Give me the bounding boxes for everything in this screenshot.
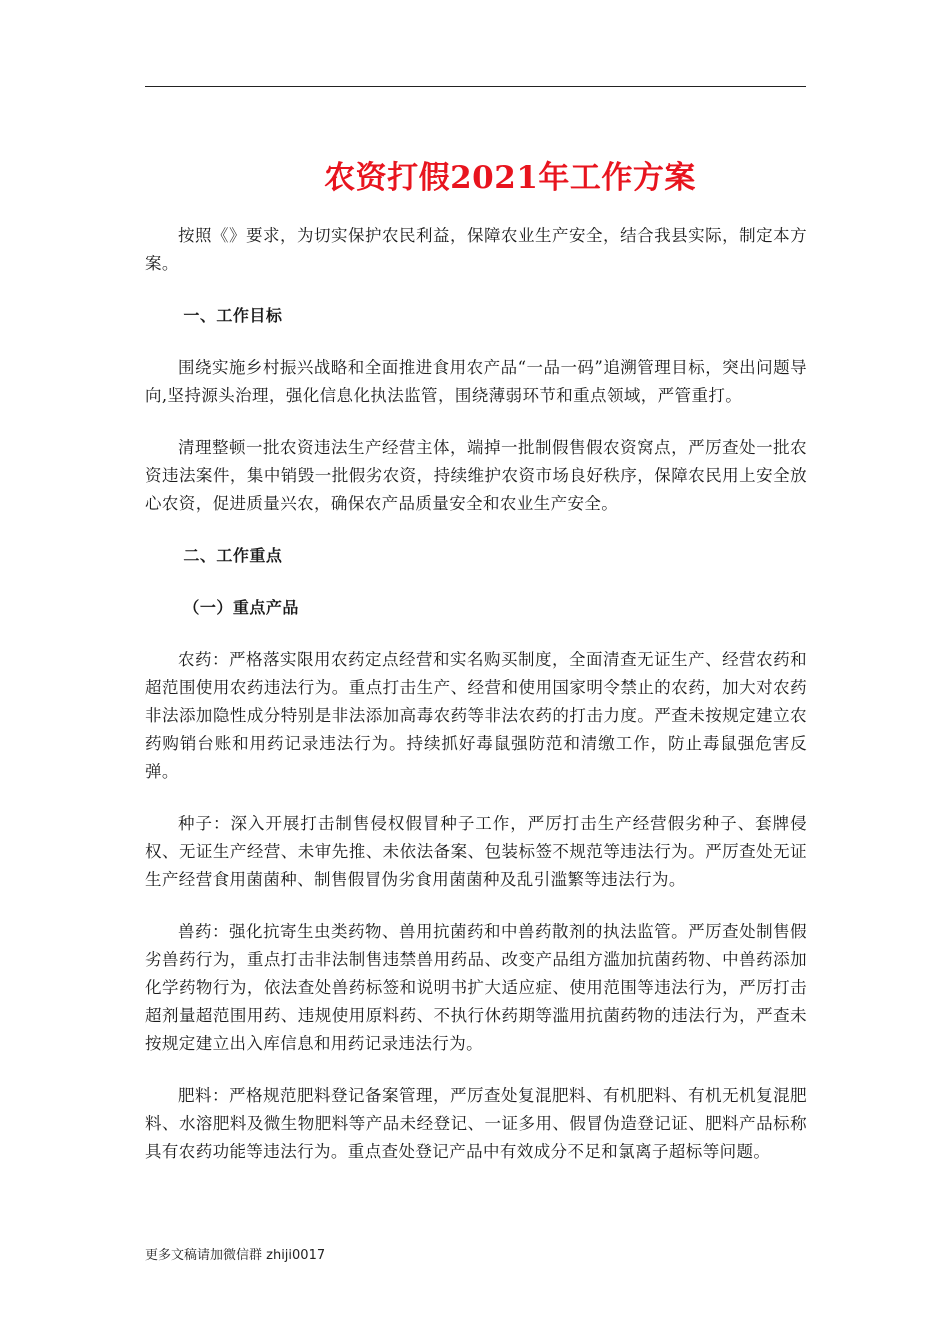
section-heading-focus: 二、工作重点 <box>183 546 283 565</box>
fertilizer-paragraph: 肥料：严格规范肥料登记备案管理，严厉查处复混肥料、有机肥料、有机无机复混肥料、水溶肥料及微生物肥料等产品未经登记、一证多用、假冒伪造登记证、肥料产品标称具有农药功能等违法行为。重点查处登记产品中有效成分不足和氯离子超标等问题。 <box>145 1086 807 1161</box>
goals-paragraph-1: 围绕实施乡村振兴战略和全面推进食用农产品“一品一码”追溯管理目标，突出问题导向,坚持源头治理，强化信息化执法监管，围绕薄弱环节和重点领域，严管重打。 <box>145 358 807 405</box>
intro-paragraph: 按照《》要求，为切实保护农民利益，保障农业生产安全，结合我县实际，制定本方案。 <box>145 226 807 273</box>
document-body <box>145 222 807 1190</box>
pesticide-paragraph: 农药：严格落实限用农药定点经营和实名购买制度，全面清查无证生产、经营农药和超范围使用农药违法行为。重点打击生产、经营和使用国家明令禁止的农药，加大对农药非法添加隐性成分特别是非法添加高毒农药等非法农药的打击力度。严查未按规定建立农药购销台账和用药记录违法行为。持续抓好毒鼠强防范和清缴工作，防止毒鼠强危害反弹。 <box>145 650 807 781</box>
document-title: 农资打假2021年工作方案 <box>324 160 696 196</box>
header-rule <box>145 86 806 87</box>
section-heading-goals: 一、工作目标 <box>183 306 283 325</box>
veterinary-drug-paragraph: 兽药：强化抗寄生虫类药物、兽用抗菌药和中兽药散剂的执法监管。严厉查处制售假劣兽药行为，重点打击非法制售违禁兽用药品、改变产品组方滥加抗菌药物、中兽药添加化学药物行为，依法查处兽药标签和说明书扩大适应症、使用范围等违法行为，严厉打击超剂量超范围用药、违规使用原料药、不执行休药期等滥用抗菌药物的违法行为，严查未按规定建立出入库信息和用药记录违法行为。 <box>145 922 807 1053</box>
subsection-heading-products: （一）重点产品 <box>183 598 299 617</box>
footer-note: 更多文稿请加微信群 zhiji0017 <box>145 1248 326 1263</box>
goals-paragraph-2: 清理整顿一批农资违法生产经营主体，端掉一批制假售假农资窝点，严厉查处一批农资违法案件，集中销毁一批假劣农资，持续维护农资市场良好秩序，保障农民用上安全放心农资，促进质量兴农，确保农产品质量安全和农业生产安全。 <box>145 438 807 513</box>
seed-paragraph: 种子：深入开展打击制售侵权假冒种子工作，严厉打击生产经营假劣种子、套牌侵权、无证生产经营、未审先推、未依法备案、包装标签不规范等违法行为。严厉查处无证生产经营食用菌菌种、制售假冒伪劣食用菌菌种及乱引滥繁等违法行为。 <box>145 814 807 889</box>
